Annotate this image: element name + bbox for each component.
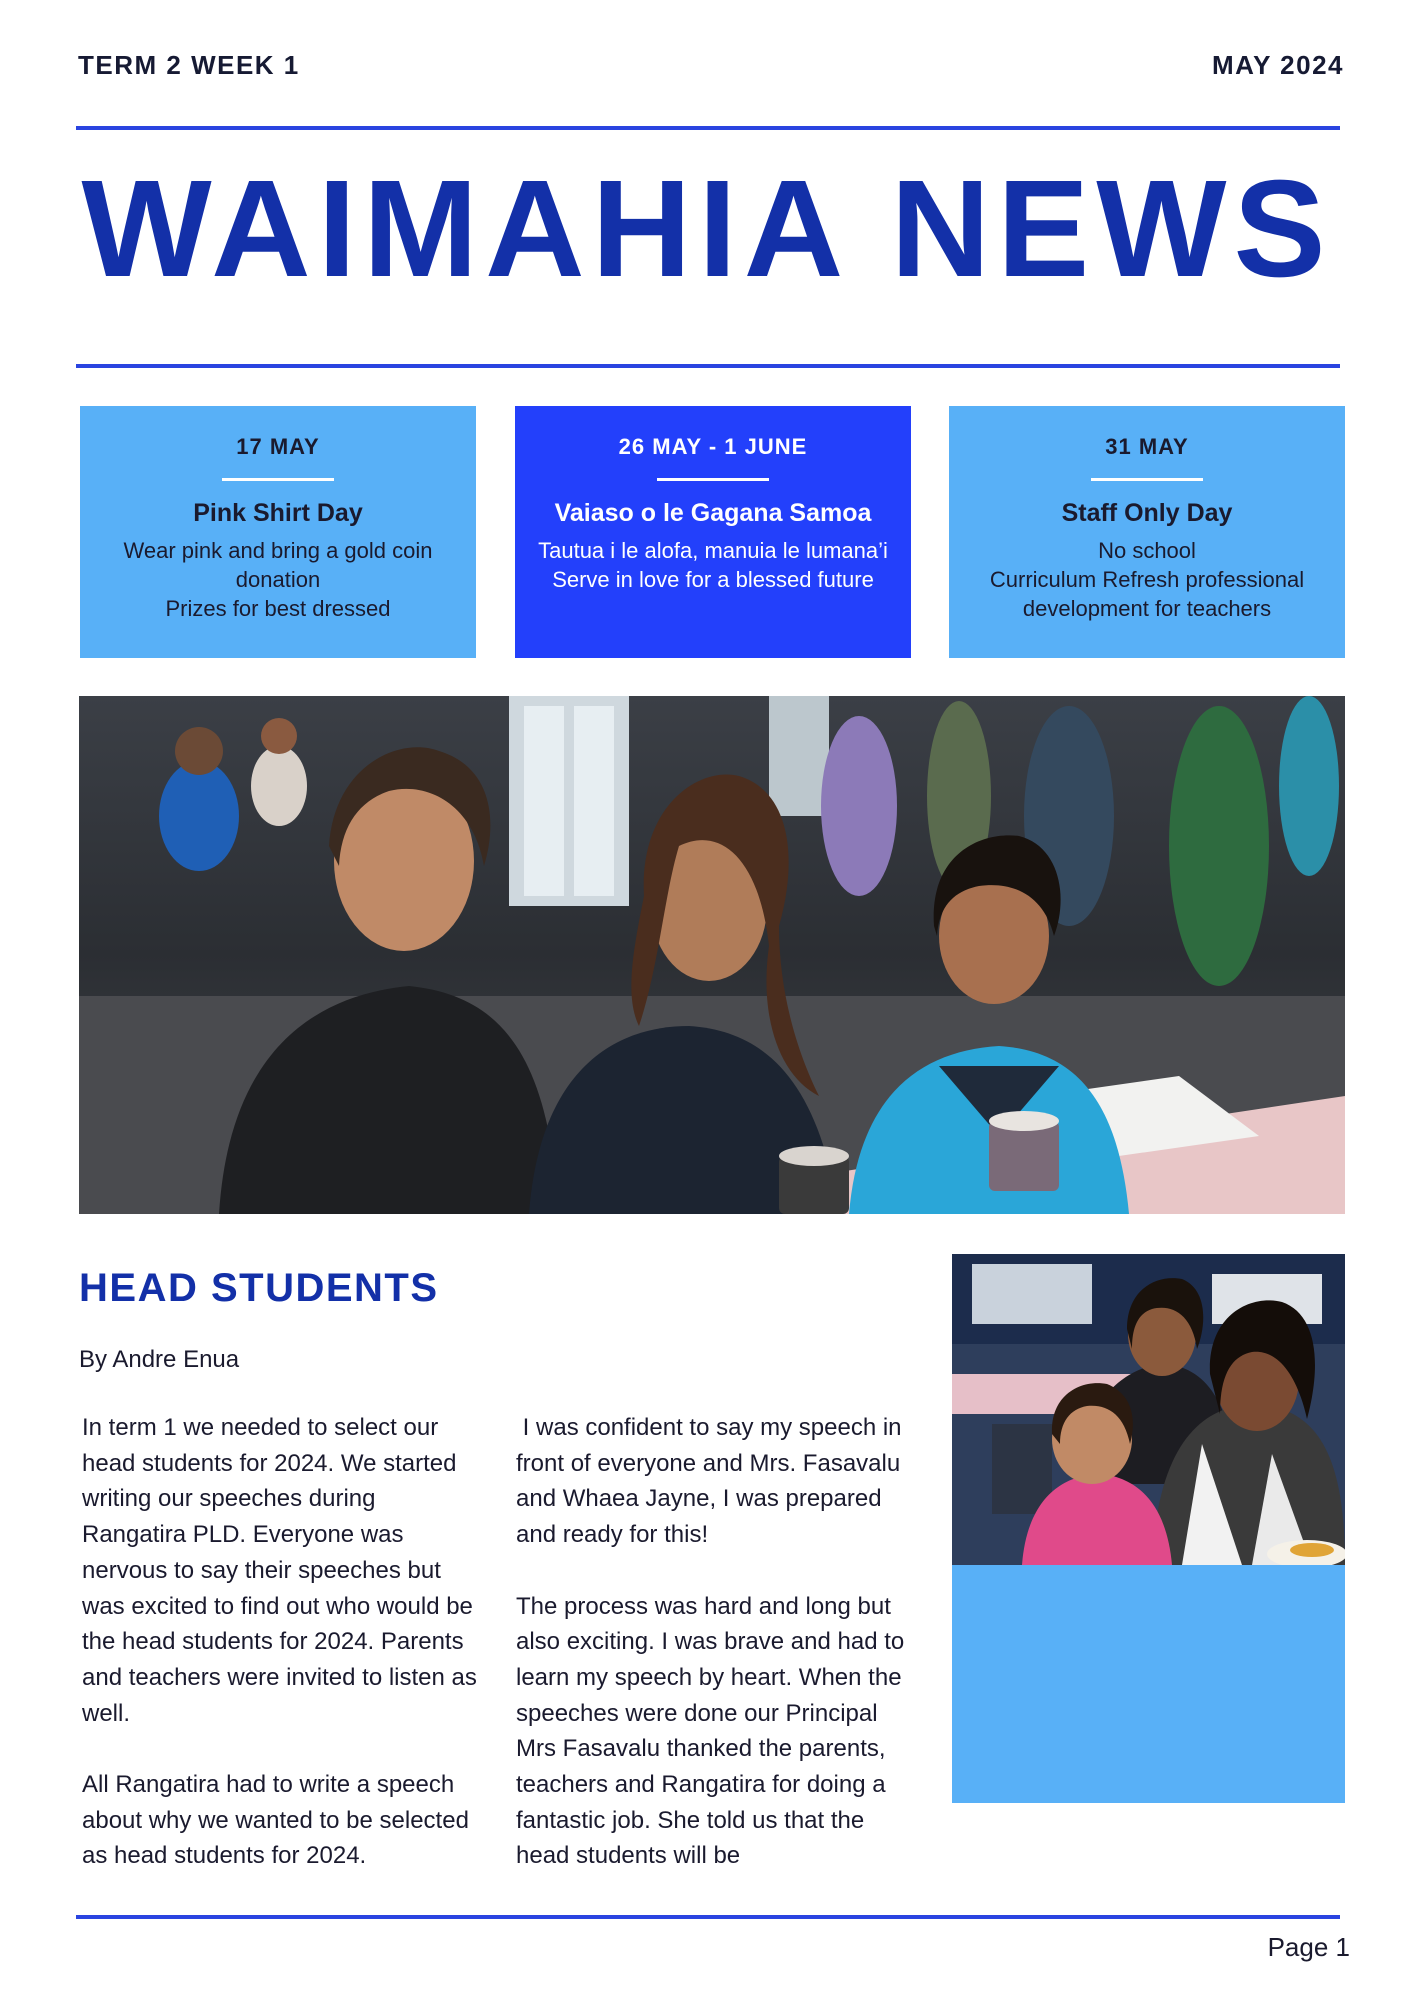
event-date: 31 MAY [1105, 434, 1189, 459]
event-title: Pink Shirt Day [193, 499, 363, 527]
event-line: Serve in love for a blessed future [552, 567, 874, 592]
event-divider [1091, 478, 1203, 481]
divider-top [76, 126, 1340, 130]
side-color-block [952, 1565, 1345, 1803]
event-divider [657, 478, 769, 481]
issue-date: MAY 2024 [1212, 50, 1344, 80]
event-card-pink-shirt-day [80, 406, 476, 658]
article-column-left [82, 1410, 482, 1874]
event-card-samoan-language-week [515, 406, 911, 658]
event-divider [222, 478, 334, 481]
event-description [949, 536, 1345, 623]
page-number: Page 1 [1267, 1932, 1350, 1962]
event-title: Staff Only Day [1061, 499, 1233, 527]
divider-footer [76, 1915, 1340, 1919]
event-card-staff-only-day [949, 406, 1345, 658]
article-title: HEAD STUDENTS [79, 1266, 439, 1310]
article-byline: By Andre Enua [79, 1346, 240, 1373]
event-date: 17 MAY [236, 434, 320, 459]
event-date: 26 MAY - 1 JUNE [618, 434, 808, 459]
article-paragraph: All Rangatira had to write a speech about why we wanted to be selected as head students for 2024. [82, 1771, 469, 1870]
term-label: TERM 2 WEEK 1 [78, 50, 300, 80]
masthead-title: WAIMAHIA NEWS [81, 152, 1333, 306]
event-line: Wear pink and bring a gold coin donation [123, 538, 433, 592]
event-line: Tautua i le alofa, manuia le lumana’i [538, 538, 888, 563]
side-photo [952, 1254, 1345, 1565]
event-line: No school [1098, 538, 1196, 563]
article-column-right [516, 1410, 916, 1874]
article-paragraph: In term 1 we needed to select our head students for 2024. We started writing our speeches during Rangatira PLD. Everyone was nervous to say their speeches but was excited to find out who would be the head students for 2024. Parents and teachers were invited to listen as well. [82, 1414, 477, 1727]
event-line: Curriculum Refresh professional development for teachers [989, 567, 1305, 621]
main-photo [79, 696, 1345, 1214]
event-description [515, 536, 911, 594]
article-paragraph: I was confident to say my speech in front of everyone and Mrs. Fasavalu and Whaea Jayne, I was prepared and ready for this! [516, 1414, 909, 1549]
event-line: Prizes for best dressed [165, 596, 391, 621]
event-title: Vaiaso o le Gagana Samoa [554, 499, 872, 527]
divider-masthead [76, 364, 1340, 368]
event-description [80, 536, 476, 623]
article-paragraph: The process was hard and long but also exciting. I was brave and had to learn my speech by heart. When the speeches were done our Principal Mrs Fasavalu thanked the parents, teachers and Rangatira for doing a fantastic job. She told us that the head students will be [516, 1592, 905, 1870]
